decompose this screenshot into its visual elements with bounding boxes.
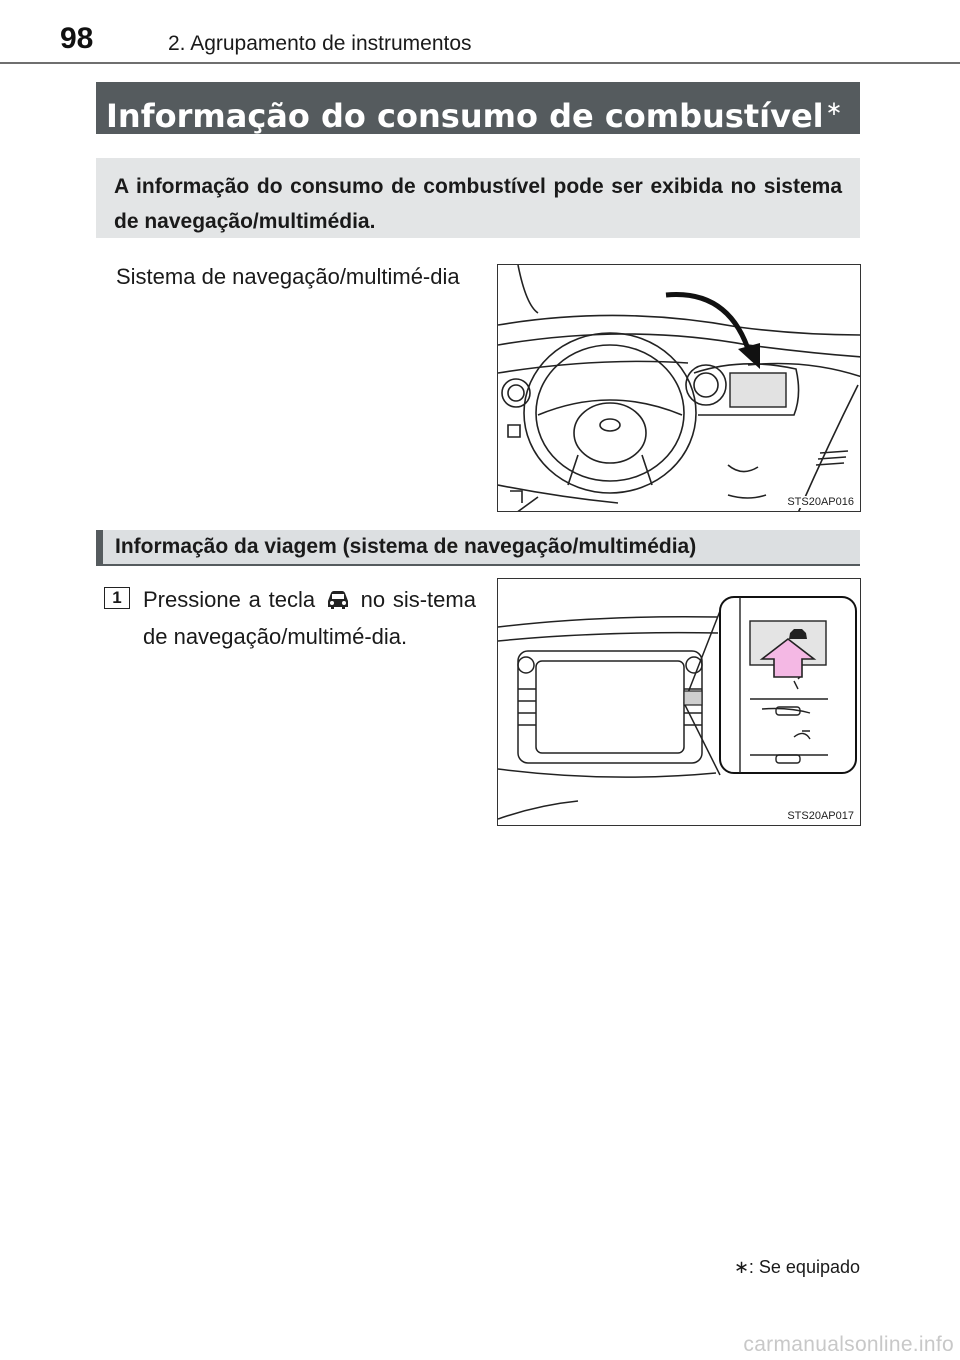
header-rule xyxy=(0,62,960,64)
footnote-text: : Se equipado xyxy=(748,1257,860,1277)
figure2-code: STS20AP017 xyxy=(787,810,854,822)
watermark: carmanualsonline.info xyxy=(743,1333,954,1356)
page-number: 98 xyxy=(60,22,94,55)
page-title-text: Informação do consumo de combustível xyxy=(106,97,824,135)
car-icon xyxy=(325,587,351,620)
step1-text-after: no sis-tema de navegação/multimé-dia. xyxy=(143,587,476,649)
nav-screen xyxy=(730,373,786,407)
dashboard-illustration xyxy=(497,264,861,512)
footnote xyxy=(734,1257,860,1278)
page-title xyxy=(96,82,860,134)
section-title xyxy=(96,530,860,566)
console-illustration xyxy=(497,578,861,826)
figure1-code: STS20AP016 xyxy=(787,496,854,508)
intro-text: A informação do consumo de combustível pode ser exibida no sistema de navegação/multimédia. xyxy=(114,175,842,233)
equipped-marker: ∗ xyxy=(825,96,843,120)
intro-box xyxy=(96,158,860,238)
figure1-caption: Sistema de navegação/multimé-dia xyxy=(116,264,460,289)
section-title-text: Informação da viagem (sistema de navegação/multimédia) xyxy=(115,535,697,558)
dashboard-drawing xyxy=(498,265,861,512)
running-head: 2. Agrupamento de instrumentos xyxy=(168,32,472,55)
console-drawing xyxy=(498,579,861,826)
step-number: 1 xyxy=(104,587,130,609)
pointer-arrow xyxy=(666,295,750,356)
step1-text xyxy=(143,583,476,653)
footnote-marker: ∗ xyxy=(733,1257,749,1277)
step1-text-before: Pressione a tecla xyxy=(143,587,316,612)
